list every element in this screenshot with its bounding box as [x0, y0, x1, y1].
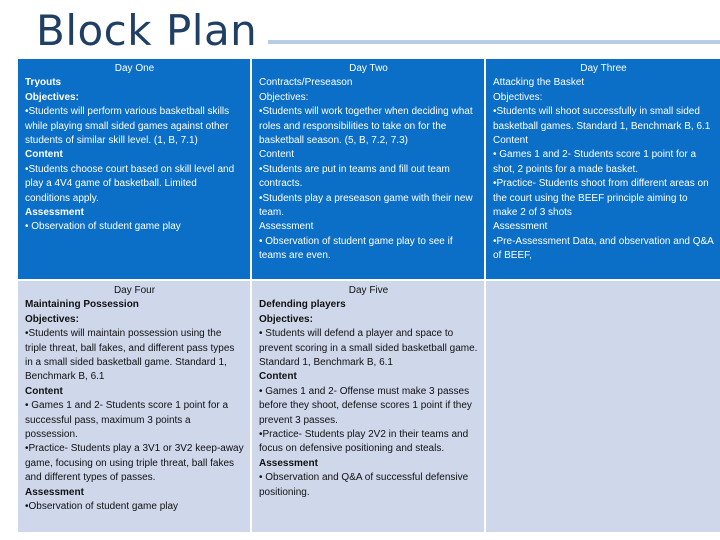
day-heading: Day Five: [348, 285, 389, 296]
day-heading: Day One: [114, 63, 155, 74]
content-text: • Games 1 and 2- Students score 1 point for a successful pass, maximum 3 points a possession. •Practice- Students play a 3V1 or 3V2 keep-away game, focusing on using triple threat, ball fakes and different types of passes.: [25, 400, 244, 484]
objectives-label: Objectives:: [25, 313, 79, 325]
content-label: Content: [493, 135, 529, 147]
objectives-label: Objectives:: [493, 91, 543, 103]
day-three-cell: [486, 59, 720, 281]
objectives-text: •Students will work together when deciding what roles and responsibilities to take on for the basketball season. (5, B, 7.2, 7.3): [259, 106, 473, 147]
objectives-label: Objectives:: [259, 313, 313, 325]
objectives-text: •Students will perform various basketball skills while playing small sided games against other students of similar skill level. (1, B, 7.1): [25, 106, 230, 147]
day-five-cell: [252, 281, 486, 534]
day-heading: Day Three: [580, 63, 627, 74]
assessment-label: Assessment: [25, 486, 84, 498]
assessment-label: Assessment: [259, 457, 318, 469]
day-heading: Day Four: [113, 285, 156, 296]
assessment-text: • Observation and Q&A of successful defensive positioning.: [259, 472, 469, 498]
objectives-label: Objectives:: [259, 91, 309, 103]
objectives-label: Objectives:: [25, 91, 79, 103]
content-label: Content: [259, 371, 297, 383]
objectives-text: • Students will defend a player and space to prevent scoring in a small sided basketball game. Standard 1, Benchmark B, 6.1: [259, 328, 478, 369]
title-divider: [268, 40, 720, 44]
block-plan-table: [18, 59, 720, 534]
content-label: Content: [25, 149, 63, 161]
content-label: Content: [259, 149, 295, 161]
objectives-text: •Students will shoot successfully in small sided basketball games. Standard 1, Benchmark B, 6.1: [493, 106, 711, 132]
unit-title: Maintaining Possession: [25, 299, 139, 311]
assessment-label: Assessment: [259, 221, 314, 233]
content-text: •Students choose court based on skill level and play a 4V4 game of basketball. Limited conditions apply.: [25, 163, 235, 204]
unit-title: Tryouts: [25, 77, 62, 89]
assessment-label: Assessment: [493, 221, 548, 233]
content-text: • Games 1 and 2- Students score 1 point for a shot, 2 points for a made basket. •Practice- Students shoot from different areas on the court using the BEEF principle aiming to make 2 of 3 shots: [493, 149, 709, 219]
objectives-text: •Students will maintain possession using the triple threat, ball fakes, and different pass types in a small sided basketball game. Standard 1, Benchmark B, 6.1: [25, 328, 235, 383]
unit-title: Defending players: [259, 299, 346, 311]
assessment-text: • Observation of student game play: [25, 221, 181, 233]
assessment-text: • Observation of student game play to see if teams are even.: [259, 235, 453, 262]
page-title: Block Plan: [36, 6, 258, 55]
content-text: • Games 1 and 2- Offense must make 3 passes before they shoot, defense scores 1 point if they prevent 3 passes. •Practice- Students play 2V2 in their teams and focus on defensive positioning and steals.: [259, 385, 472, 455]
content-label: Content: [25, 385, 63, 397]
content-text: •Students are put in teams and fill out team contracts. •Students play a preseason game with their new team.: [259, 163, 473, 219]
day-one-cell: [18, 59, 252, 281]
empty-cell: [486, 281, 720, 534]
assessment-text: •Observation of student game play: [25, 501, 179, 513]
unit-title: Attacking the Basket: [493, 77, 585, 89]
day-four-cell: [18, 281, 252, 534]
day-heading: Day Two: [349, 63, 388, 74]
assessment-text: •Pre-Assessment Data, and observation and Q&A of BEEF,: [493, 235, 714, 262]
assessment-label: Assessment: [25, 207, 84, 219]
day-two-cell: [252, 59, 486, 281]
unit-title: Contracts/Preseason: [259, 77, 353, 89]
